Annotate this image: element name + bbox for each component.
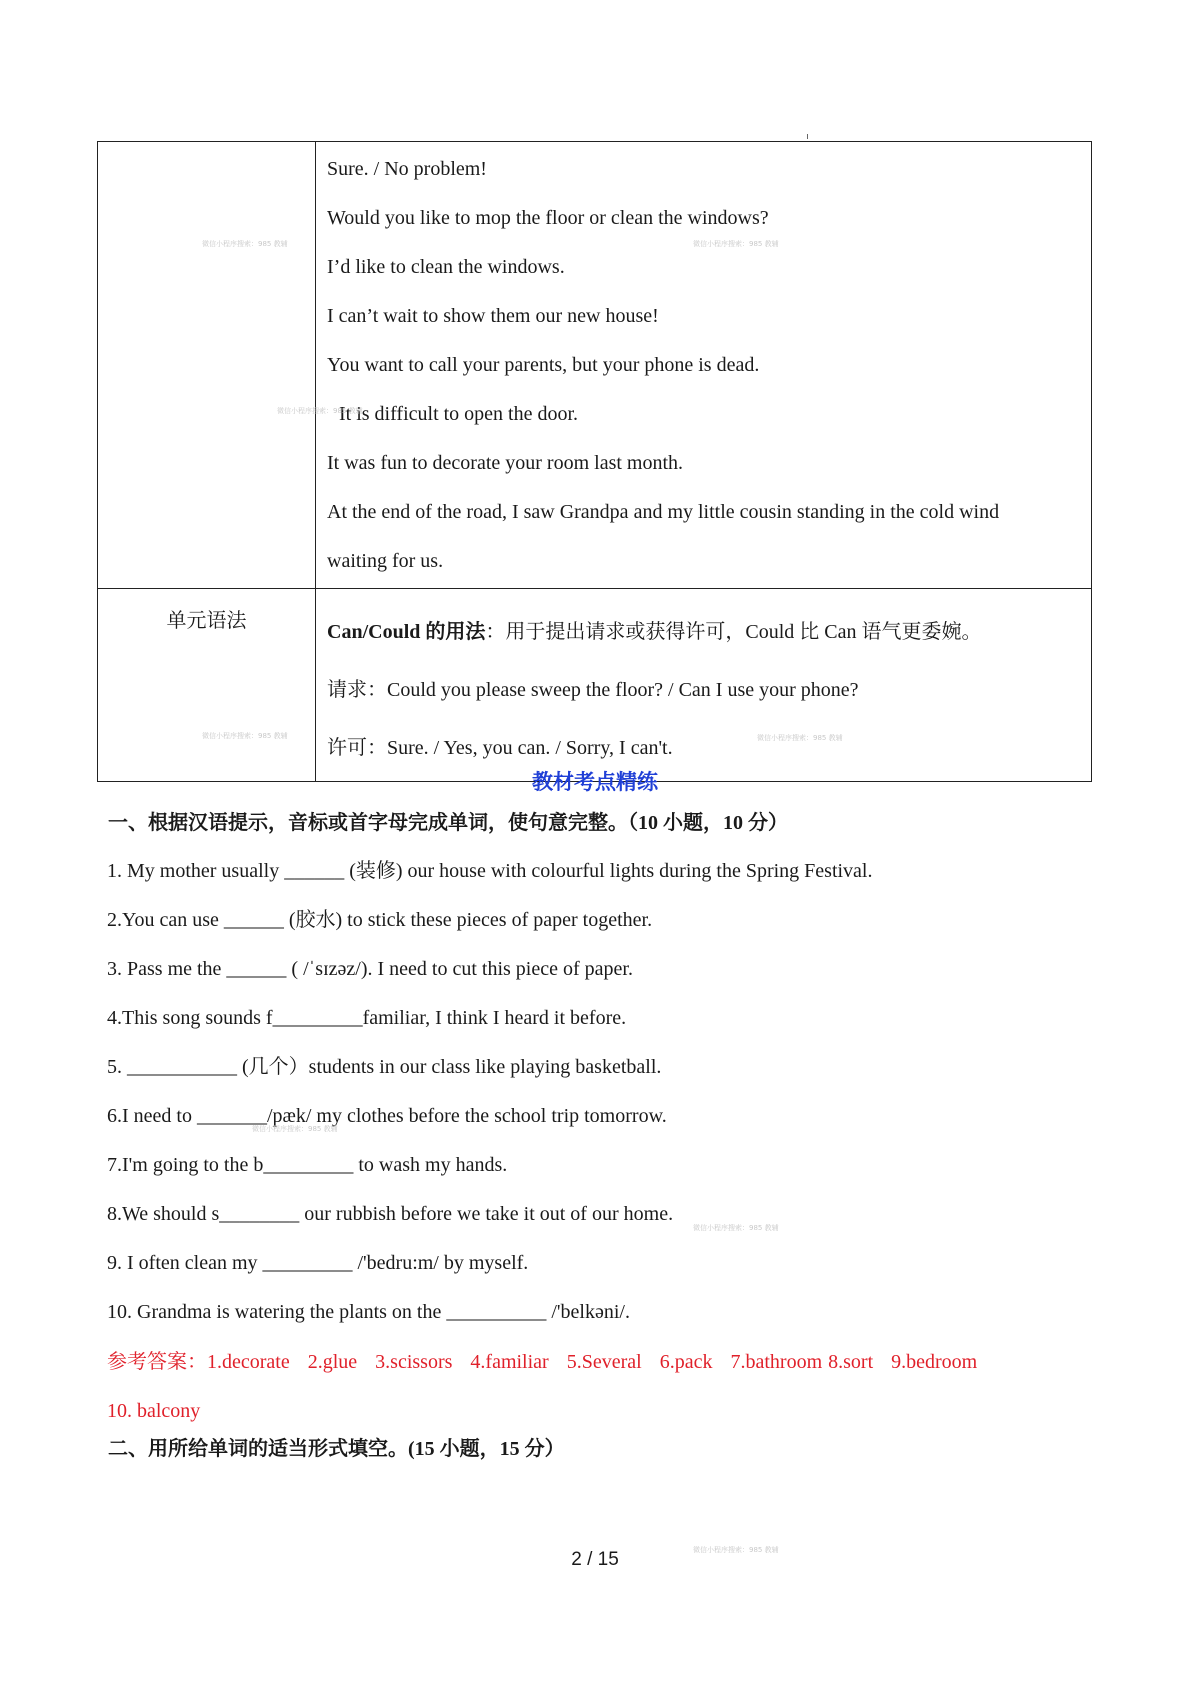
watermark: 微信小程序搜索：985 教辅 bbox=[693, 240, 779, 248]
sentence-line: You want to call your parents, but your phone is dead. bbox=[327, 354, 760, 376]
answer-line: 10. balcony bbox=[107, 1400, 201, 1422]
answer-item: 9.bedroom bbox=[891, 1351, 978, 1373]
watermark: 微信小程序搜索：985 教辅 bbox=[277, 407, 363, 415]
sentence-line: I’d like to clean the windows. bbox=[327, 256, 565, 278]
sentence-line: Would you like to mop the floor or clean the windows? bbox=[327, 207, 769, 229]
watermark: 微信小程序搜索：985 教辅 bbox=[693, 1546, 779, 1554]
answer-line bbox=[107, 1338, 1087, 1387]
question-item: 8.We should s________ our rubbish before we take it out of our home. bbox=[107, 1203, 674, 1225]
page-mark bbox=[807, 134, 808, 139]
grammar-title: Can/Could 的用法 bbox=[327, 621, 486, 643]
part-one-title: 一、根据汉语提示，音标或首字母完成单词，使句意完整。（10 小题，10 分） bbox=[108, 812, 788, 834]
answer-item: 5.Several bbox=[566, 1351, 642, 1373]
question-item: 9. I often clean my _________ /'bedru:m/ by myself. bbox=[107, 1252, 529, 1274]
watermark: 微信小程序搜索：985 教辅 bbox=[693, 1224, 779, 1232]
answer-label: 参考答案： bbox=[107, 1351, 207, 1373]
sentence-line: At the end of the road, I saw Grandpa and my little cousin standing in the cold wind bbox=[327, 501, 1000, 523]
grammar-desc: ：用于提出请求或获得许可，Could 比 Can 语气更委婉。 bbox=[485, 621, 982, 643]
answer-item: 7.bathroom bbox=[730, 1351, 823, 1373]
sentences-cell bbox=[316, 142, 1092, 589]
question-item: 3. Pass me the ______ ( /ˈsɪzəz/). I need to cut this piece of paper. bbox=[107, 958, 633, 980]
answer-item: 6.pack bbox=[659, 1351, 713, 1373]
sentence-line: It is difficult to open the door. bbox=[339, 403, 579, 425]
sentence-line: waiting for us. bbox=[327, 550, 444, 572]
answer-item: 8.sort bbox=[828, 1351, 874, 1373]
request-label: 请求： bbox=[327, 679, 387, 701]
grammar-cell bbox=[316, 589, 1092, 782]
sentence-line: Sure. / No problem! bbox=[327, 158, 487, 180]
grammar-label: 单元语法 bbox=[166, 610, 247, 632]
answer-item: 2.glue bbox=[307, 1351, 358, 1373]
lesson-table bbox=[97, 141, 1092, 782]
question-item: 7.I'm going to the b_________ to wash my hands. bbox=[107, 1154, 508, 1176]
page-number: 2 / 15 bbox=[571, 1549, 619, 1570]
sentences-label-cell bbox=[98, 142, 316, 589]
answer-item: 1.decorate bbox=[207, 1351, 290, 1373]
question-item: 5. ___________ (几个）students in our class like playing basketball. bbox=[107, 1056, 662, 1078]
question-item: 1. My mother usually ______ (装修) our house with colourful lights during the Spring Festival. bbox=[107, 860, 873, 882]
sentences-row bbox=[98, 142, 1092, 589]
question-list bbox=[107, 847, 1087, 1337]
question-item: 10. Grandma is watering the plants on the __________ /'belkəni/. bbox=[107, 1301, 630, 1323]
grammar-label-cell bbox=[98, 589, 316, 782]
sentence-line: I can’t wait to show them our new house! bbox=[327, 305, 659, 327]
watermark: 微信小程序搜索：985 教辅 bbox=[202, 732, 288, 740]
permission-text: Sure. / Yes, you can. / Sorry, I can't. bbox=[387, 737, 673, 759]
request-text: Could you please sweep the floor? / Can I use your phone? bbox=[387, 679, 859, 701]
watermark: 微信小程序搜索：985 教辅 bbox=[252, 1125, 338, 1133]
answer-key bbox=[107, 1338, 1087, 1436]
question-item: 4.This song sounds f_________familiar, I think I heard it before. bbox=[107, 1007, 627, 1029]
section-heading: 教材考点精练 bbox=[532, 770, 658, 794]
grammar-row bbox=[98, 589, 1092, 782]
permission-label: 许可： bbox=[327, 737, 387, 759]
watermark: 微信小程序搜索：985 教辅 bbox=[202, 240, 288, 248]
answer-item: 3.scissors bbox=[375, 1351, 453, 1373]
sentence-line: It was fun to decorate your room last month. bbox=[327, 452, 684, 474]
part-two-title: 二、用所给单词的适当形式填空。(15 小题，15 分） bbox=[108, 1438, 565, 1460]
question-item: 2.You can use ______ (胶水) to stick these pieces of paper together. bbox=[107, 909, 653, 931]
answer-item: 4.familiar bbox=[470, 1351, 549, 1373]
grammar-rule bbox=[327, 603, 1081, 661]
watermark: 微信小程序搜索：985 教辅 bbox=[757, 734, 843, 742]
grammar-request bbox=[327, 661, 1081, 719]
question-item: 6.I need to _______/pæk/ my clothes before the school trip tomorrow. bbox=[107, 1105, 667, 1127]
